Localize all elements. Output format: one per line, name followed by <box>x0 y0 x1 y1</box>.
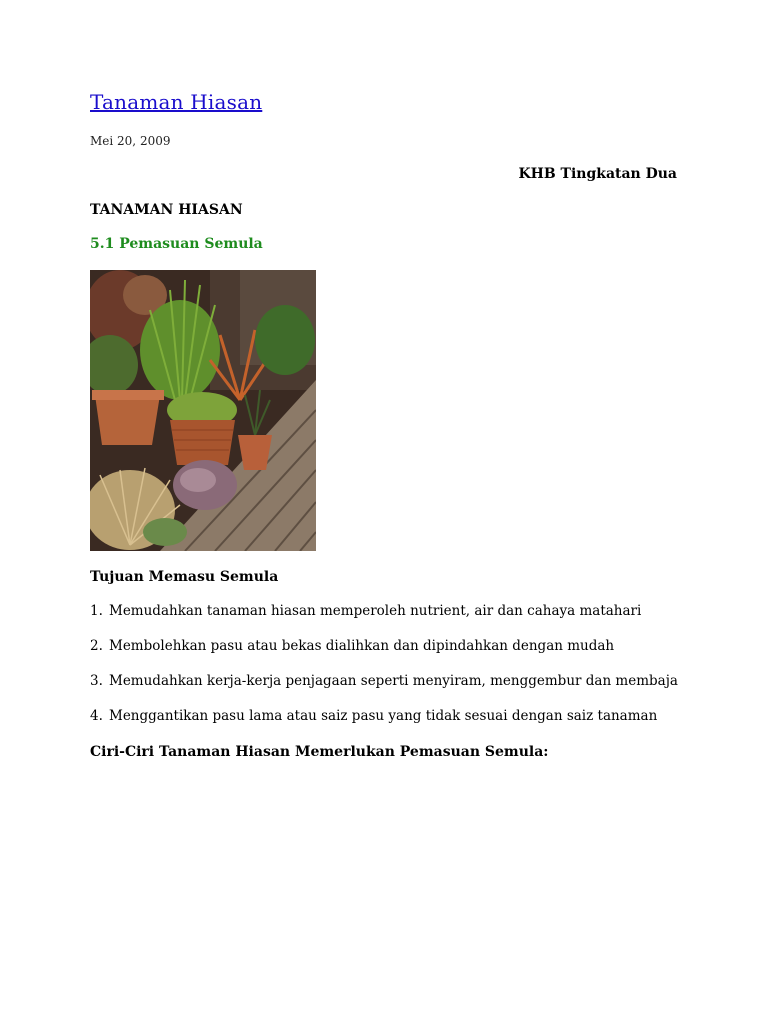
characteristics-heading: Ciri-Ciri Tanaman Hiasan Memerlukan Pemasuan Semula: <box>90 744 549 760</box>
list-item: 3. Memudahkan kerja-kerja penjagaan seperti menyiram, menggembur dan membaja <box>90 673 678 689</box>
post-date: Mei 20, 2009 <box>90 134 171 148</box>
list-item: 4. Menggantikan pasu lama atau saiz pasu yang tidak sesuai dengan saiz tanaman <box>90 708 658 724</box>
potted-plants-photo <box>90 270 316 551</box>
post-title-link[interactable]: Tanaman Hiasan <box>90 90 263 114</box>
list-item: 2. Membolehkan pasu atau bekas dialihkan dan dipindahkan dengan mudah <box>90 638 615 654</box>
list-item: 1. Memudahkan tanaman hiasan memperoleh nutrient, air dan cahaya matahari <box>90 603 642 619</box>
purpose-heading: Tujuan Memasu Semula <box>90 569 279 585</box>
section-heading: 5.1 Pemasuan Semula <box>90 236 263 252</box>
topic-heading: TANAMAN HIASAN <box>90 202 243 218</box>
purpose-list <box>90 603 678 743</box>
subject-heading: KHB Tingkatan Dua <box>518 166 677 182</box>
